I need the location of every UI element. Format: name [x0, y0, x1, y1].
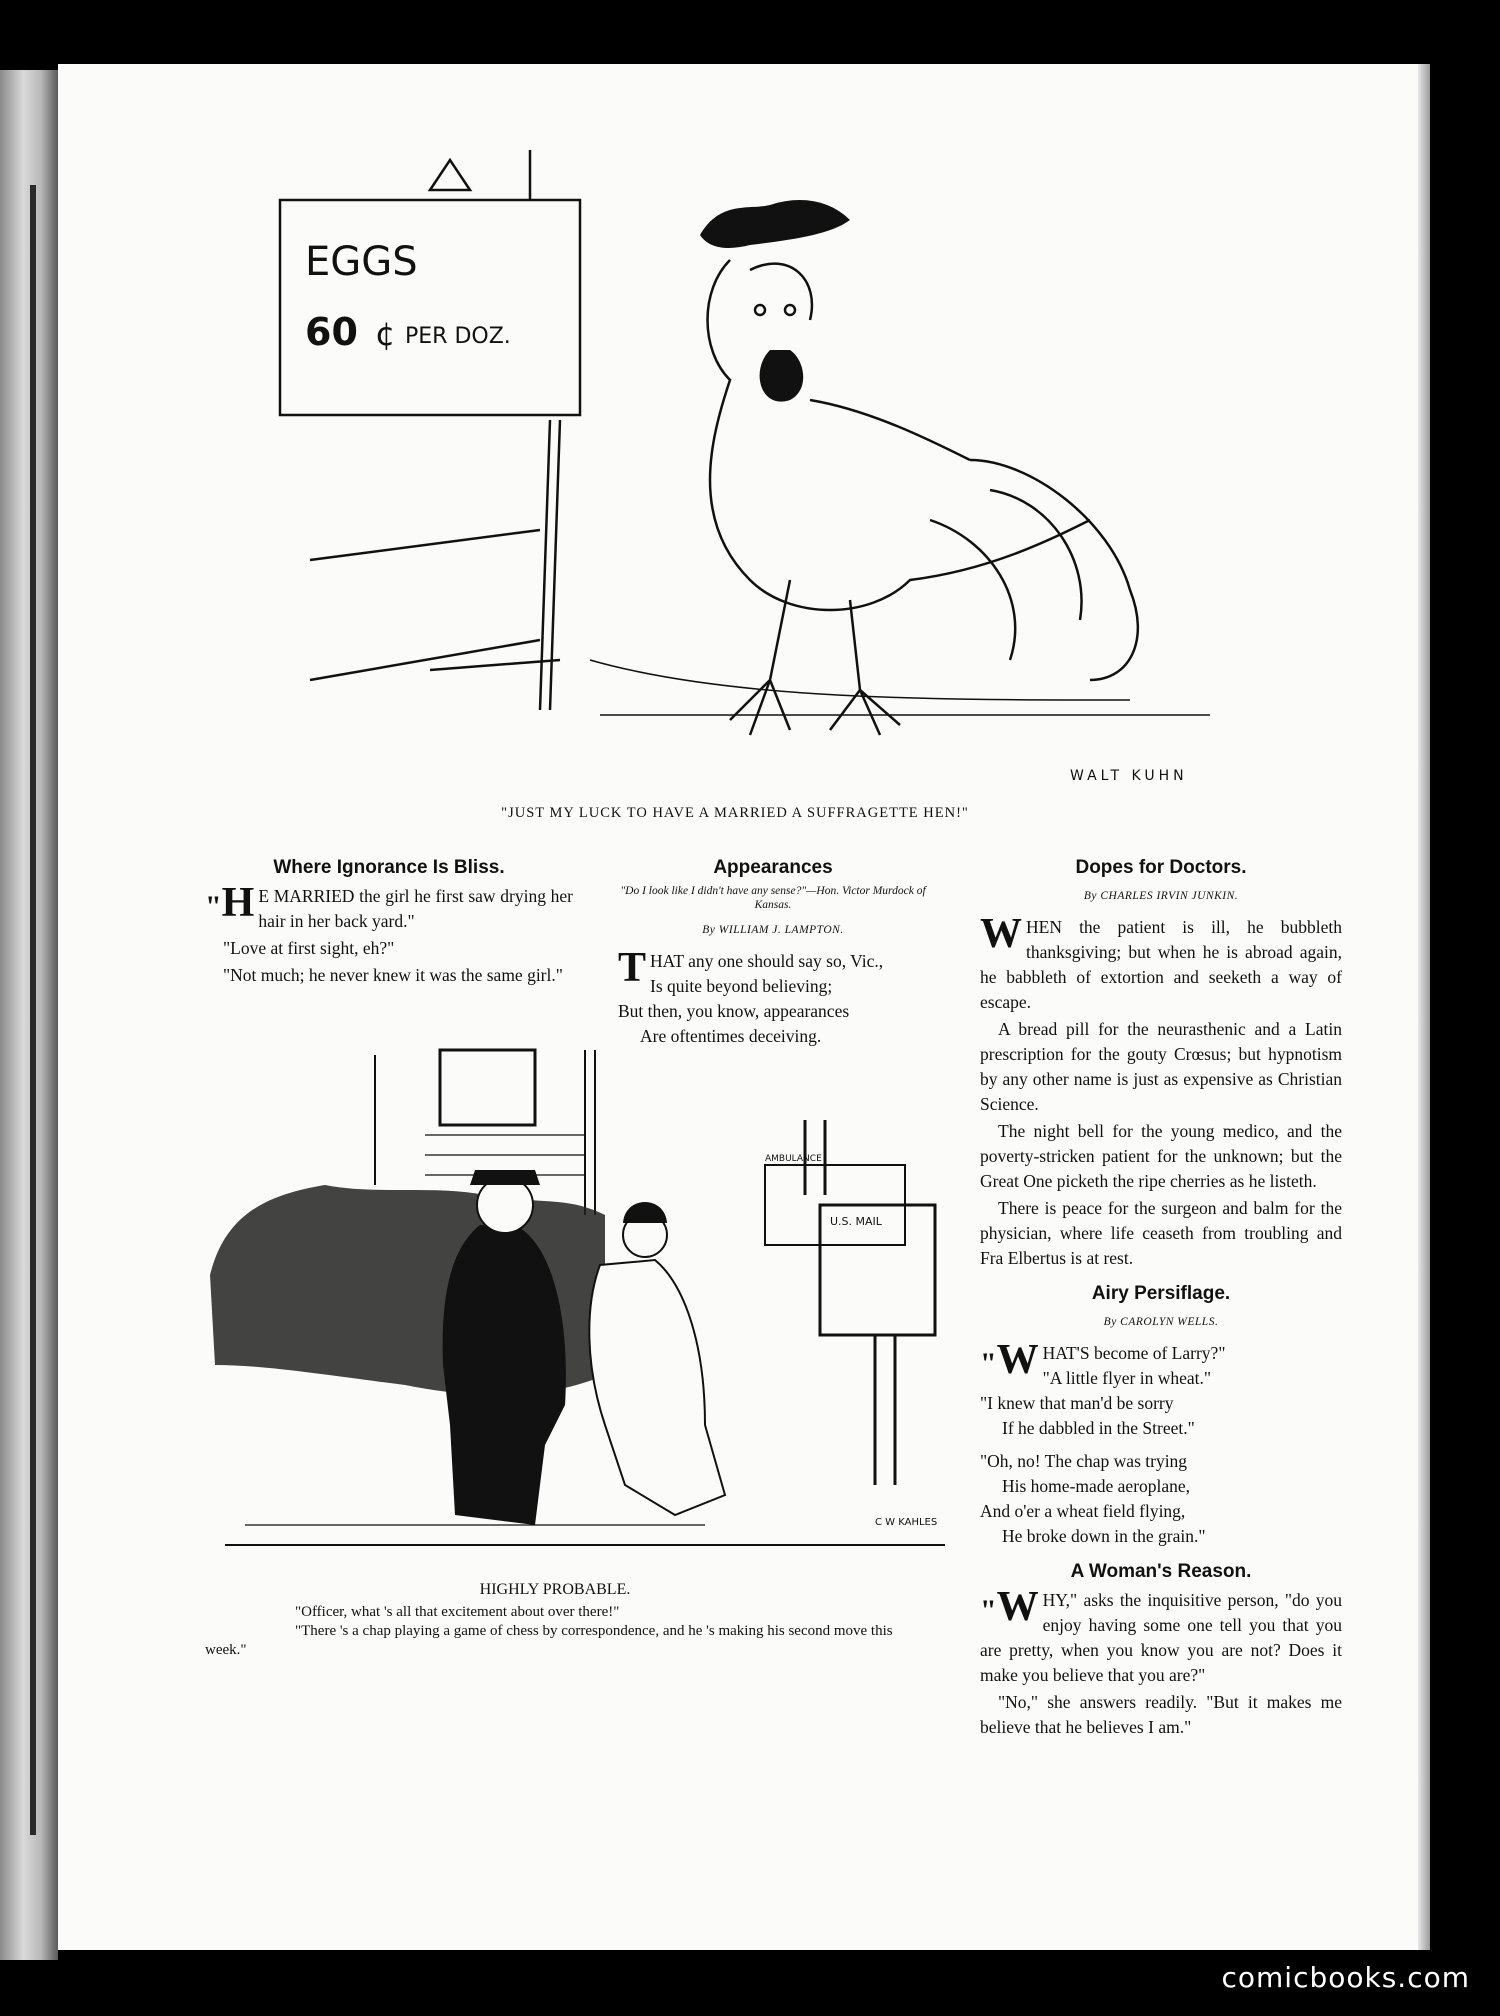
cartoon1-signature: WALT KUHN: [1070, 768, 1188, 780]
cartoon2-signature: C W KAHLES: [875, 1517, 938, 1528]
drop-cap: "W: [980, 1584, 1039, 1630]
paragraph: There is peace for the surgeon and balm for the physician, where life ceaseth from troubling and Fra Elbertus is at rest.: [980, 1198, 1342, 1268]
caption-line2: "There 's a chap playing a game of chess by correspondence, and he 's making his second move this week.": [205, 1623, 893, 1658]
cartoon1-caption: "JUST MY LUCK TO HAVE A MARRIED A SUFFRAGETTE HEN!": [501, 805, 969, 821]
drop-cap: T: [618, 945, 647, 991]
paragraph: "W HY," asks the inquisitive person, "do you enjoy having some one tell you that you are pretty, when you know you are not? Does it make you believe that you are?": [980, 1584, 1342, 1685]
column-appearances: [618, 855, 928, 1049]
title-dopes-for-doctors: Dopes for Doctors.: [1075, 857, 1247, 878]
caption-line1: "Officer, what 's all that excitement about over there!": [295, 1604, 620, 1620]
paragraph: "H E MARRIED the girl he first saw drying her hair in her back yard.": [205, 880, 573, 931]
paragraph: "Not much; he never knew it was the same girl.": [223, 965, 563, 985]
ambulance-sign: AMBULANCE: [765, 1154, 822, 1164]
drop-cap: W: [980, 911, 1022, 957]
rooster-cartoon: [230, 140, 1310, 780]
drop-cap: "W: [980, 1337, 1039, 1383]
title-airy-persiflage: Airy Persiflage.: [1091, 1283, 1231, 1304]
sign-price: 60: [305, 310, 358, 354]
paragraph: "No," she answers readily. "But it makes me believe that he believes I am.": [980, 1692, 1342, 1737]
epigraph: "Do I look like I didn't have any sense?"—Hon. Victor Murdock of Kansas.: [620, 885, 926, 911]
policeman-cartoon: [205, 1045, 965, 1565]
sign-per-doz: PER DOZ.: [405, 324, 511, 349]
binding-stitch: [30, 185, 36, 1835]
site-watermark: comicbooks.com: [1221, 1961, 1470, 1994]
book-binding: [0, 70, 58, 1960]
page-edge-shadow: [1418, 64, 1430, 1950]
poem-appearances: T HAT any one should say so, Vic., Is quite beyond believing; But then, you know, appearances Are oftentimes deceiving.: [618, 945, 884, 1046]
paragraph: WHEN the patient is ill, he bubbleth thanksgiving; but when he is abroad again, he babbleth of extortion and seeketh a way of escape.: [980, 911, 1342, 1012]
byline-wells: By CAROLYN WELLS.: [1103, 1316, 1219, 1328]
paragraph: The night bell for the young medico, and the poverty-stricken patient for the unknown; but the Great One picketh the ripe cherries as he listeth.: [980, 1121, 1342, 1191]
title-appearances: Appearances: [713, 857, 833, 878]
cartoon2-caption: [205, 1580, 905, 1660]
paragraph: A bread pill for the neurasthenic and a Latin prescription for the gouty Crœsus; but hypnotism by any other name is just as expensive as Christian Science.: [980, 1019, 1342, 1114]
title-where-ignorance: Where Ignorance Is Bliss.: [273, 857, 505, 878]
sign-eggs: EGGS: [305, 239, 418, 285]
column-right: [980, 855, 1342, 1742]
poem-airy: "W HAT'S become of Larry?" "A little flyer in wheat." "I knew that man'd be sorry If he dabbled in the Street." "Oh, no! The chap was trying His home-made aeroplane, And o'er a wheat field flying, He broke down in the grain.": [980, 1337, 1226, 1546]
title-womans-reason: A Woman's Reason.: [1070, 1561, 1252, 1582]
drop-cap: "H: [205, 880, 255, 926]
caption-title: HIGHLY PROBABLE.: [479, 1581, 631, 1598]
byline-junkin: By CHARLES IRVIN JUNKIN.: [1083, 890, 1239, 902]
mailbox-sign: U.S. MAIL: [830, 1215, 882, 1228]
column-where-ignorance: [205, 855, 573, 990]
sign-cents: ¢: [375, 315, 396, 353]
paragraph: "Love at first sight, eh?": [223, 938, 395, 958]
byline-lampton: By WILLIAM J. LAMPTON.: [702, 924, 844, 936]
